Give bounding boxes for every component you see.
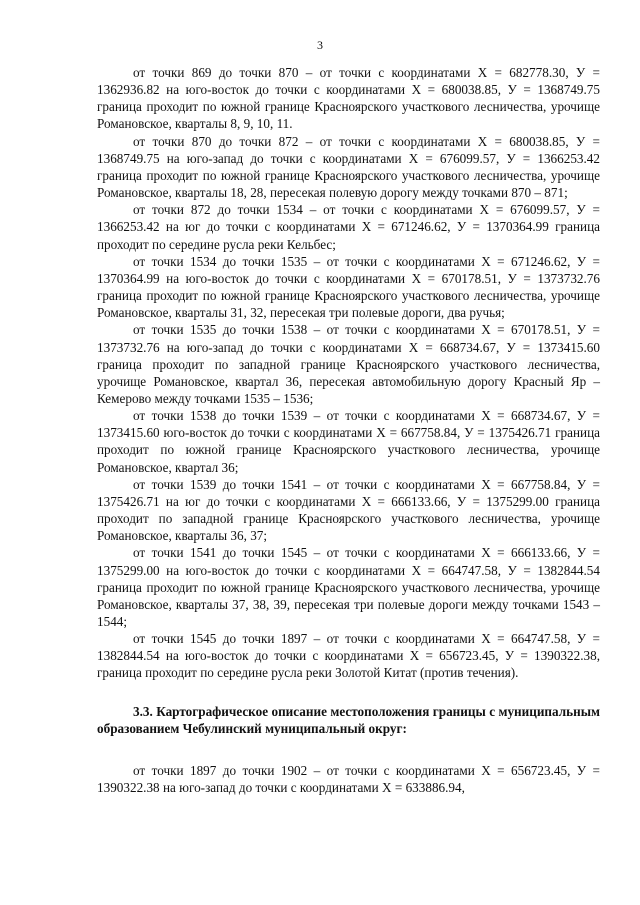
boundary-paragraph: от точки 1534 до точки 1535 – от точки с координатами Х = 671246.62, У = 1370364.99 на юго-восток до точки с координатами Х = 670178.51, У = 1373732.76 граница проходит по южной границе Красноярского участкового лесничества, урочище Романовское, кварталы 31, 32, пересекая три полевые дороги, два ручья; (97, 253, 600, 321)
boundary-paragraph: от точки 1897 до точки 1902 – от точки с координатами Х = 656723.45, У = 1390322.38 на юго-запад до точки с координатами Х = 633886.94, (97, 762, 600, 796)
section-heading: 3.3. Картографическое описание местоположения границы с муниципальным образованием Чебулинский муниципальный округ: (97, 703, 600, 736)
boundary-paragraph: от точки 1545 до точки 1897 – от точки с координатами Х = 664747.58, У = 1382844.54 на юго-восток до точки с координатами Х = 656723.45, У = 1390322.38, граница проходит по середине русла реки Золотой Китат (против течения). (97, 631, 600, 681)
boundary-paragraph: от точки 869 до точки 870 – от точки с координатами Х = 682778.30, У = 1362936.82 на юго-восток до точки с координатами Х = 680038.85, У = 1368749.75 граница проходит по южной границе Красноярского участкового лесничества, урочище Романовское, кварталы 8, 9, 10, 11. (97, 65, 600, 132)
boundary-paragraph: от точки 872 до точки 1534 – от точки с координатами Х = 676099.57, У = 1366253.42 на юг до точки с координатами Х = 671246.62, У = 1370364.99 граница проходит по середине русла реки Кельбес; (97, 202, 600, 252)
boundary-paragraph: от точки 1539 до точки 1541 – от точки с координатами Х = 667758.84, У = 1375426.71 на юг до точки с координатами Х = 666133.66, У = 1375299.00 граница проходит по западной границе Красноярского участкового лесничества, урочище Романовское, кварталы 36, 37; (97, 476, 600, 544)
boundary-paragraph: от точки 1541 до точки 1545 – от точки с координатами Х = 666133.66, У = 1375299.00 на юго-восток до точки с координатами Х = 664747.58, У = 1382844.54 граница проходит по южной границе Красноярского участкового лесничества, урочище Романовское, кварталы 37, 38, 39, пересекая три полевые дороги между точками 1543 – 1544; (97, 545, 600, 629)
document-body (97, 64, 600, 796)
boundary-paragraph: от точки 1538 до точки 1539 – от точки с координатами Х = 668734.67, У = 1373415.60 юго-восток до точки с координатами Х = 667758.84, У = 1375426.71 граница проходит по южной границе Красноярского участкового лесничества, урочище Романовское, квартал 36; (97, 408, 600, 475)
page-number: 3 (317, 38, 323, 52)
boundary-paragraph: от точки 1535 до точки 1538 – от точки с координатами Х = 670178.51, У = 1373732.76 на юго-запад до точки с координатами Х = 668734.67, У = 1373415.60 граница проходит по западной границе Красноярского участкового лесничества, урочище Романовское, квартал 36, пересекая автомобильную дорогу Красный Яр – Кемерово между точками 1535 – 1536; (97, 322, 600, 406)
boundary-paragraph: от точки 870 до точки 872 – от точки с координатами Х = 680038.85, У = 1368749.75 на юго-запад до точки с координатами Х = 676099.57, У = 1366253.42 граница проходит по южной границе Красноярского участкового лесничества, урочище Романовское, кварталы 18, 28, пересекая полевую дорогу между точками 870 – 871; (97, 133, 600, 201)
